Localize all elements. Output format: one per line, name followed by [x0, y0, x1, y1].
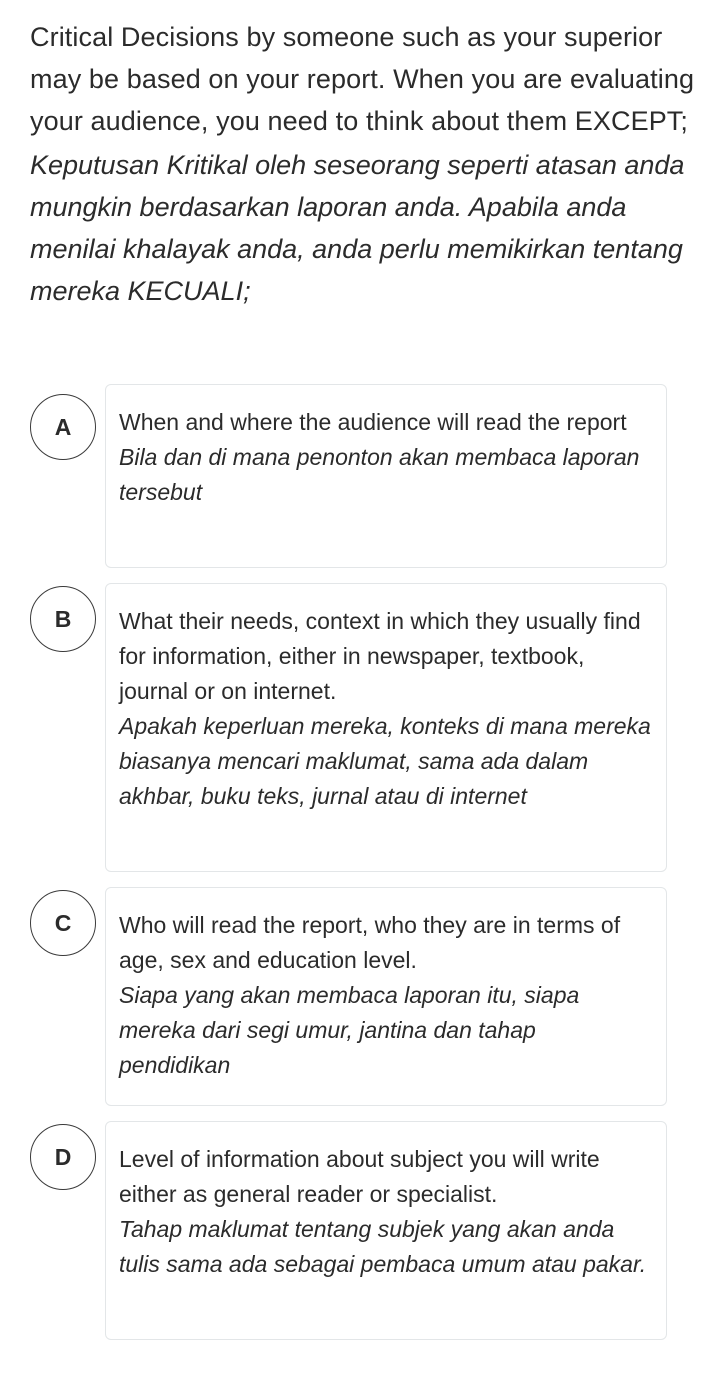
answer-option-c[interactable]: [30, 887, 670, 1106]
option-card[interactable]: [105, 384, 667, 568]
option-text-malay: Bila dan di mana penonton akan membaca laporan tersebut: [119, 444, 640, 505]
answer-option-b[interactable]: [30, 583, 670, 872]
option-letter-badge[interactable]: D: [30, 1124, 96, 1190]
answer-option-d[interactable]: [30, 1121, 670, 1340]
option-letter-badge[interactable]: A: [30, 394, 96, 460]
option-text-malay: Siapa yang akan membaca laporan itu, siapa mereka dari segi umur, jantina dan tahap pendidikan: [119, 982, 580, 1078]
option-text-english: Level of information about subject you will write either as general reader or specialist.: [119, 1146, 600, 1207]
option-text-english: When and where the audience will read the report: [119, 409, 627, 435]
option-text-english: Who will read the report, who they are in terms of age, sex and education level.: [119, 912, 621, 973]
option-card[interactable]: [105, 887, 667, 1106]
answer-option-a[interactable]: [30, 384, 670, 568]
question-text-english: Critical Decisions by someone such as your superior may be based on your report. When you are evaluating your audience, you need to think about them EXCEPT;: [30, 22, 695, 136]
option-letter-badge[interactable]: C: [30, 890, 96, 956]
question-text-malay: Keputusan Kritikal oleh seseorang seperti atasan anda mungkin berdasarkan laporan anda. Apabila anda menilai khalayak anda, anda perlu memikirkan tentang mereka KECUALI;: [30, 150, 685, 306]
option-card[interactable]: [105, 583, 667, 872]
option-card[interactable]: [105, 1121, 667, 1340]
question-block: [30, 16, 695, 312]
option-text-english: What their needs, context in which they usually find for information, either in newspaper, textbook, journal or on internet.: [119, 608, 641, 704]
option-text-malay: Tahap maklumat tentang subjek yang akan anda tulis sama ada sebagai pembaca umum atau pakar.: [119, 1216, 647, 1277]
option-letter-badge[interactable]: B: [30, 586, 96, 652]
option-text-malay: Apakah keperluan mereka, konteks di mana mereka biasanya mencari maklumat, sama ada dalam akhbar, buku teks, jurnal atau di internet: [119, 713, 651, 809]
